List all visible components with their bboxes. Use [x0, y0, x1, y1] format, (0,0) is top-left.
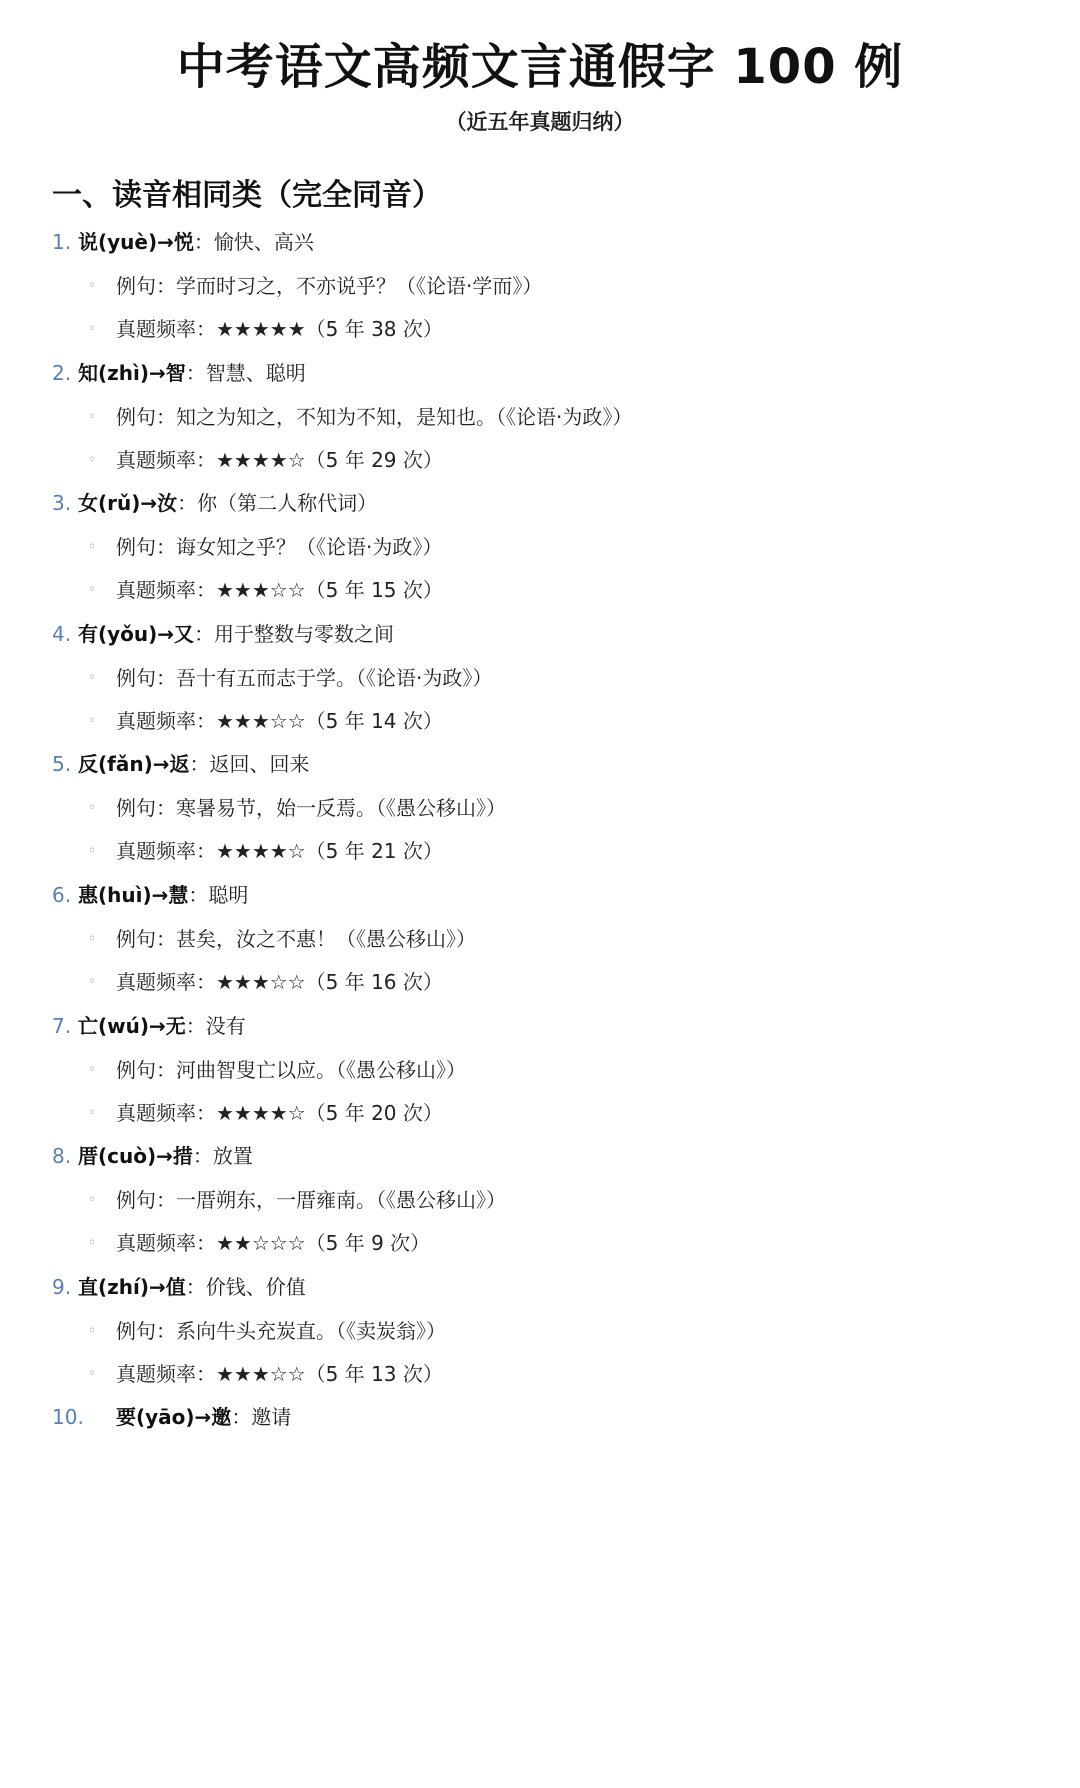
- entry-frequency-row: [0, 1354, 1080, 1394]
- page-subtitle: （近五年真题归纳）: [445, 110, 635, 134]
- entry-example: 例句：诲女知之乎？（《论语·为政》）: [116, 535, 443, 560]
- entry-frequency-row: [0, 309, 1080, 349]
- bullet-icon: ◦: [88, 539, 97, 556]
- entry-meaning: ：愉快、高兴: [193, 230, 314, 254]
- entry-example-row: [0, 1311, 1080, 1351]
- entry-number: 9.: [52, 1274, 72, 1299]
- entry-heading: [0, 875, 1080, 915]
- entry-example-row: [0, 919, 1080, 959]
- entry-meaning: ：返回、回来: [189, 752, 310, 777]
- bullet-icon: ◦: [88, 1061, 97, 1078]
- bullet-icon: ◦: [88, 1192, 97, 1209]
- bullet-icon: ◦: [88, 451, 97, 468]
- entry-term: 反(fǎn)→返: [78, 752, 190, 777]
- entry-term: 知(zhì)→智: [78, 360, 186, 385]
- entry-term: 女(rǔ)→汝: [78, 491, 178, 516]
- entry-heading: [0, 1006, 1080, 1046]
- entry-frequency-row: [0, 1223, 1080, 1263]
- entry-number: 8.: [52, 1144, 72, 1169]
- entry-number: 6.: [52, 883, 72, 907]
- entry-example-row: [0, 527, 1080, 567]
- entry-frequency-row: [0, 570, 1080, 610]
- bullet-icon: ◦: [88, 1322, 97, 1339]
- entry-heading: [0, 1267, 1080, 1307]
- entry-term: 要(yāo)→邀: [116, 1405, 232, 1430]
- entry-example-row: [0, 266, 1080, 306]
- bullet-icon: ◦: [88, 712, 97, 729]
- entry-example: 例句：系向牛头充炭直。（《卖炭翁》）: [116, 1318, 446, 1343]
- entry-example-row: [0, 1180, 1080, 1220]
- entry-meaning: ：用于整数与零数之间: [194, 621, 395, 646]
- bullet-icon: ◦: [88, 669, 97, 686]
- entry-number: 10.: [52, 1405, 84, 1430]
- entry-frequency: 真题频率：★★★★☆（5 年 29 次）: [116, 447, 443, 472]
- bullet-icon: ◦: [88, 843, 97, 860]
- entry-frequency: 真题频率：★★★☆☆（5 年 14 次）: [116, 708, 443, 733]
- entry-heading: [0, 353, 1080, 393]
- entry-example: 例句：学而时习之，不亦说乎？（《论语·学而》）: [116, 274, 543, 298]
- entry-frequency: 真题频率：★★★☆☆（5 年 13 次）: [116, 1361, 443, 1386]
- entry-heading: [0, 1136, 1080, 1176]
- entry-example: 例句：吾十有五而志于学。（《论语·为政》）: [116, 665, 493, 690]
- entry-number: 3.: [52, 491, 72, 516]
- entry-frequency: 真题频率：★★☆☆☆（5 年 9 次）: [116, 1231, 431, 1256]
- entry-meaning: ：智慧、聪明: [185, 360, 306, 385]
- section-heading: 一、读音相同类（完全同音）: [52, 178, 442, 213]
- entry-heading: [0, 614, 1080, 654]
- entry-frequency-row: [0, 1093, 1080, 1133]
- entry-meaning: ：没有: [185, 1013, 246, 1038]
- entry-example-row: [0, 658, 1080, 698]
- bullet-icon: ◦: [88, 582, 97, 599]
- entry-frequency: 真题频率：★★★★★（5 年 38 次）: [116, 317, 443, 341]
- entry-example: 例句：河曲智叟亡以应。（《愚公移山》）: [116, 1057, 466, 1082]
- entry-meaning: ：聪明: [188, 883, 249, 907]
- entry-frequency: 真题频率：★★★★☆（5 年 20 次）: [116, 1100, 443, 1125]
- entry-meaning: ：价钱、价值: [185, 1274, 306, 1299]
- bullet-icon: ◦: [88, 321, 97, 337]
- entry-example-row: [0, 1050, 1080, 1090]
- entry-frequency-row: [0, 440, 1080, 480]
- entry-number: 4.: [52, 621, 72, 646]
- entry-term: 说(yuè)→悦: [78, 230, 194, 254]
- entry-frequency: 真题频率：★★★★☆（5 年 21 次）: [116, 839, 443, 864]
- entry-frequency-row: [0, 701, 1080, 741]
- bullet-icon: ◦: [88, 408, 97, 425]
- entry-meaning: ：你（第二人称代词）: [177, 491, 378, 516]
- bullet-icon: ◦: [88, 278, 97, 294]
- entry-frequency: 真题频率：★★★☆☆（5 年 15 次）: [116, 578, 443, 603]
- entry-number: 7.: [52, 1013, 72, 1038]
- entry-frequency: 真题频率：★★★☆☆（5 年 16 次）: [116, 970, 443, 994]
- bullet-icon: ◦: [88, 1104, 97, 1121]
- bullet-icon: ◦: [88, 1365, 97, 1382]
- entry-number: 1.: [52, 230, 72, 254]
- entry-example: 例句：寒暑易节，始一反焉。（《愚公移山》）: [116, 796, 506, 821]
- bullet-icon: ◦: [88, 974, 97, 990]
- entry-example: 例句：甚矣，汝之不惠！（《愚公移山》）: [116, 927, 476, 951]
- bullet-icon: ◦: [88, 800, 97, 817]
- entry-term: 直(zhí)→值: [78, 1274, 186, 1299]
- entry-number: 5.: [52, 752, 72, 777]
- bullet-icon: ◦: [88, 931, 97, 947]
- entry-meaning: ：邀请: [231, 1405, 292, 1430]
- entry-heading: [0, 1397, 1080, 1437]
- page-title: 中考语文高频文言通假字 100 例: [176, 39, 904, 95]
- entry-frequency-row: [0, 831, 1080, 871]
- entry-heading: [0, 222, 1080, 262]
- entry-example-row: [0, 788, 1080, 828]
- entry-frequency-row: [0, 962, 1080, 1002]
- entry-term: 厝(cuò)→措: [78, 1144, 193, 1169]
- entry-example-row: [0, 397, 1080, 437]
- entry-heading: [0, 483, 1080, 523]
- entry-term: 惠(huì)→慧: [78, 883, 189, 907]
- bullet-icon: ◦: [88, 1235, 97, 1252]
- entry-number: 2.: [52, 360, 72, 385]
- entry-meaning: ：放置: [192, 1144, 253, 1169]
- entry-heading: [0, 744, 1080, 784]
- entry-example: 例句：知之为知之，不知为不知，是知也。（《论语·为政》）: [116, 404, 633, 429]
- entry-term: 有(yǒu)→又: [78, 621, 195, 646]
- entry-example: 例句：一厝朔东，一厝雍南。（《愚公移山》）: [116, 1188, 506, 1213]
- entry-term: 亡(wú)→无: [78, 1013, 186, 1038]
